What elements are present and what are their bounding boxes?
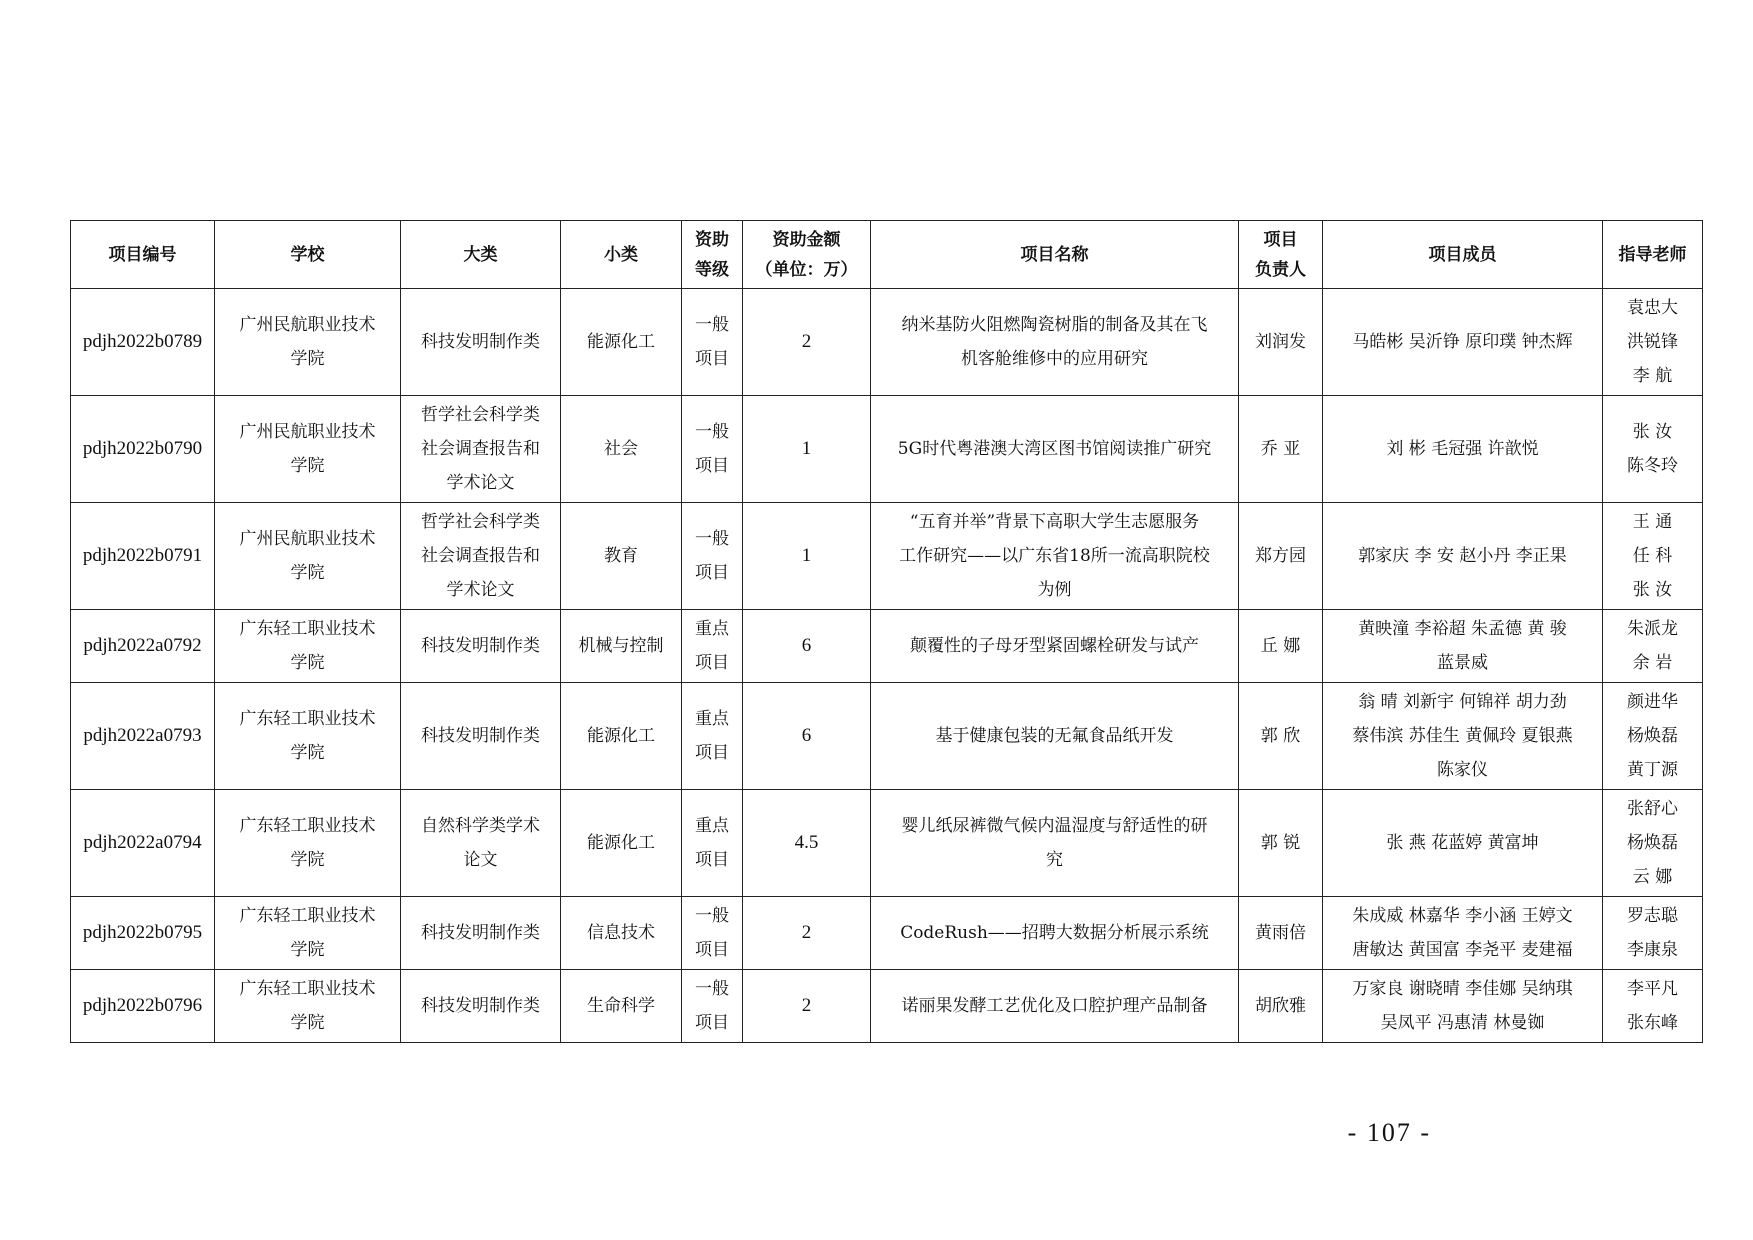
cell-project-code: pdjh2022a0792 xyxy=(71,610,215,683)
cell-project-members-line: 陈家仪 xyxy=(1437,760,1488,780)
cell-project-members xyxy=(1323,289,1603,396)
cell-project-leader: 黄雨倍 xyxy=(1239,897,1323,970)
cell-advisors-lines xyxy=(1609,792,1696,894)
cell-project-name xyxy=(871,683,1239,790)
cell-funding-level xyxy=(682,396,743,503)
cell-category-line: 学术论文 xyxy=(446,580,515,600)
cell-project-members-line: 黄映潼 李裕超 朱孟德 黄 骏 xyxy=(1358,619,1567,639)
cell-category-line: 科技发明制作类 xyxy=(421,996,540,1016)
cell-funding-level-lines xyxy=(688,809,736,877)
header-subcategory xyxy=(561,221,682,289)
cell-project-members-line: 郭家庆 李 安 赵小丹 李正果 xyxy=(1358,546,1567,566)
cell-advisors-line: 张 汝 xyxy=(1632,580,1673,600)
cell-project-code: pdjh2022a0793 xyxy=(71,683,215,790)
cell-category-line: 自然科学类学术 xyxy=(421,816,540,836)
cell-project-name-line: 诺丽果发酵工艺优化及口腔护理产品制备 xyxy=(901,996,1208,1016)
cell-school-lines xyxy=(221,612,394,680)
cell-advisors-line: 杨焕磊 xyxy=(1627,833,1678,853)
cell-advisors-line: 张 汝 xyxy=(1632,422,1673,442)
cell-funding-level-line: 项目 xyxy=(695,653,729,673)
cell-school-line: 广州民航职业技术 xyxy=(239,529,376,549)
cell-school-line: 广东轻工职业技术 xyxy=(239,979,376,999)
table-row xyxy=(71,396,1703,503)
cell-project-name-line: 纳米基防火阻燃陶瓷树脂的制备及其在飞 xyxy=(901,315,1208,335)
cell-subcategory: 能源化工 xyxy=(561,683,682,790)
cell-funding-level-line: 一般 xyxy=(695,979,729,999)
cell-funding-level-lines xyxy=(688,702,736,770)
cell-funding-level-line: 一般 xyxy=(695,529,729,549)
cell-category-lines xyxy=(407,325,554,359)
cell-category-line: 论文 xyxy=(463,850,498,870)
cell-advisors-line: 罗志聪 xyxy=(1627,906,1678,926)
cell-project-members xyxy=(1323,683,1603,790)
cell-project-members-line: 翁 晴 刘新宇 何锦祥 胡力劲 xyxy=(1358,692,1567,712)
header-project-code xyxy=(71,221,215,289)
cell-project-members-line: 蓝景威 xyxy=(1437,653,1488,673)
header-project-leader xyxy=(1239,221,1323,289)
cell-advisors-line: 云 娜 xyxy=(1632,867,1673,887)
cell-project-leader: 郭 欣 xyxy=(1239,683,1323,790)
cell-school-line: 广东轻工职业技术 xyxy=(239,709,376,729)
cell-project-name xyxy=(871,790,1239,897)
cell-project-leader: 乔 亚 xyxy=(1239,396,1323,503)
cell-category-lines xyxy=(407,809,554,877)
header-category xyxy=(401,221,561,289)
header-funding-level xyxy=(682,221,743,289)
header-project-name-text: 项目名称 xyxy=(1020,244,1089,265)
cell-project-code: pdjh2022b0790 xyxy=(71,396,215,503)
cell-funding-level-line: 重点 xyxy=(695,709,729,729)
table-body xyxy=(71,289,1703,1043)
cell-category xyxy=(401,610,561,683)
table-row xyxy=(71,503,1703,610)
cell-project-name-lines xyxy=(877,809,1232,877)
cell-funding-level xyxy=(682,970,743,1043)
cell-school-line: 学院 xyxy=(290,743,325,763)
cell-category-lines xyxy=(407,916,554,950)
cell-project-members-lines xyxy=(1329,899,1596,967)
cell-project-name-lines xyxy=(877,308,1232,376)
cell-funding-level-line: 项目 xyxy=(695,850,729,870)
cell-category-lines xyxy=(407,505,554,607)
cell-school-line: 广东轻工职业技术 xyxy=(239,619,376,639)
header-advisors xyxy=(1603,221,1703,289)
cell-advisors-line: 颜进华 xyxy=(1627,692,1678,712)
cell-category-line: 科技发明制作类 xyxy=(421,636,540,656)
cell-project-leader: 刘润发 xyxy=(1239,289,1323,396)
cell-school-line: 学院 xyxy=(290,456,325,476)
cell-subcategory: 生命科学 xyxy=(561,970,682,1043)
cell-school xyxy=(215,610,401,683)
cell-project-name-lines xyxy=(877,719,1232,753)
cell-advisors-line: 李康泉 xyxy=(1627,940,1678,960)
cell-school-lines xyxy=(221,522,394,590)
cell-subcategory: 机械与控制 xyxy=(561,610,682,683)
header-project-name xyxy=(871,221,1239,289)
table-row xyxy=(71,683,1703,790)
cell-project-name-line: “五育并举”背景下高职大学生志愿服务 xyxy=(909,512,1200,532)
cell-project-members-lines xyxy=(1329,612,1596,680)
cell-advisors-line: 洪锐锋 xyxy=(1627,332,1678,352)
cell-funding-level-line: 一般 xyxy=(695,906,729,926)
page-number: - 107 - xyxy=(1347,1118,1431,1147)
cell-school-line: 学院 xyxy=(290,940,325,960)
cell-category-lines xyxy=(407,719,554,753)
header-advisors-text: 指导老师 xyxy=(1618,244,1687,265)
cell-subcategory: 能源化工 xyxy=(561,289,682,396)
cell-school-line: 学院 xyxy=(290,349,325,369)
cell-category-lines xyxy=(407,629,554,663)
cell-funding-level xyxy=(682,610,743,683)
cell-project-members-lines xyxy=(1329,826,1596,860)
cell-project-members xyxy=(1323,970,1603,1043)
cell-project-members-line: 刘 彬 毛冠强 许歆悦 xyxy=(1386,439,1539,459)
cell-project-members-line: 马皓彬 吴沂铮 原印璞 钟杰辉 xyxy=(1352,332,1573,352)
cell-project-members xyxy=(1323,897,1603,970)
cell-funding-level-line: 项目 xyxy=(695,456,729,476)
cell-school-line: 学院 xyxy=(290,653,325,673)
header-project-members-text: 项目成员 xyxy=(1428,244,1497,265)
header-project-members xyxy=(1323,221,1603,289)
header-category-text: 大类 xyxy=(463,244,498,265)
cell-project-members-line: 吴凤平 冯惠清 林曼铷 xyxy=(1380,1013,1545,1033)
cell-project-name xyxy=(871,396,1239,503)
cell-project-name-line: 婴儿纸尿裤微气候内温湿度与舒适性的研 xyxy=(901,816,1208,836)
cell-funding-level xyxy=(682,503,743,610)
header-project-code-text: 项目编号 xyxy=(108,244,177,265)
cell-funding-amount: 2 xyxy=(743,289,871,396)
cell-school xyxy=(215,683,401,790)
table-row xyxy=(71,970,1703,1043)
cell-category xyxy=(401,970,561,1043)
cell-subcategory: 社会 xyxy=(561,396,682,503)
cell-funding-level-line: 项目 xyxy=(695,743,729,763)
table-row xyxy=(71,790,1703,897)
cell-school xyxy=(215,970,401,1043)
cell-advisors xyxy=(1603,503,1703,610)
cell-funding-level-line: 一般 xyxy=(695,422,729,442)
cell-project-name-line: 5G时代粤港澳大湾区图书馆阅读推广研究 xyxy=(897,439,1212,459)
cell-project-name-line: 究 xyxy=(1046,850,1063,870)
cell-subcategory: 信息技术 xyxy=(561,897,682,970)
cell-project-members xyxy=(1323,396,1603,503)
cell-funding-amount: 6 xyxy=(743,610,871,683)
cell-funding-level-line: 项目 xyxy=(695,563,729,583)
table-row xyxy=(71,610,1703,683)
header-project-leader-text: 项目 负责人 xyxy=(1255,229,1306,280)
cell-funding-level xyxy=(682,683,743,790)
project-table xyxy=(70,220,1703,1043)
cell-funding-amount: 4.5 xyxy=(743,790,871,897)
cell-advisors-line: 余 岩 xyxy=(1632,653,1673,673)
cell-category xyxy=(401,897,561,970)
cell-project-name xyxy=(871,970,1239,1043)
cell-advisors xyxy=(1603,970,1703,1043)
cell-advisors-line: 杨焕磊 xyxy=(1627,726,1678,746)
cell-funding-level-line: 重点 xyxy=(695,816,729,836)
cell-project-members-line: 蔡伟滨 苏佳生 黄佩玲 夏银燕 xyxy=(1352,726,1573,746)
cell-school xyxy=(215,503,401,610)
cell-funding-level-line: 重点 xyxy=(695,619,729,639)
cell-funding-level-line: 项目 xyxy=(695,349,729,369)
cell-category-lines xyxy=(407,398,554,500)
cell-advisors-line: 张东峰 xyxy=(1627,1013,1678,1033)
cell-funding-amount: 1 xyxy=(743,396,871,503)
cell-project-name-lines xyxy=(877,916,1232,950)
cell-project-code: pdjh2022b0796 xyxy=(71,970,215,1043)
cell-school xyxy=(215,396,401,503)
cell-school-lines xyxy=(221,308,394,376)
cell-project-leader: 胡欣雅 xyxy=(1239,970,1323,1043)
cell-advisors-lines xyxy=(1609,415,1696,483)
cell-project-name-line: 机客舱维修中的应用研究 xyxy=(961,349,1148,369)
header-funding-level-text: 资助 等级 xyxy=(695,229,729,280)
cell-funding-level-line: 项目 xyxy=(695,1013,729,1033)
cell-school-line: 学院 xyxy=(290,1013,325,1033)
header-subcategory-text: 小类 xyxy=(604,244,638,265)
cell-school-line: 广州民航职业技术 xyxy=(239,422,376,442)
cell-category-line: 科技发明制作类 xyxy=(421,332,540,352)
cell-advisors-line: 任 科 xyxy=(1632,546,1673,566)
cell-project-leader: 郑方园 xyxy=(1239,503,1323,610)
cell-advisors-line: 张舒心 xyxy=(1627,799,1678,819)
cell-project-name-line: 为例 xyxy=(1037,580,1072,600)
cell-school-lines xyxy=(221,809,394,877)
cell-category-line: 社会调查报告和 xyxy=(421,439,540,459)
cell-project-members-lines xyxy=(1329,432,1596,466)
cell-project-name xyxy=(871,897,1239,970)
cell-category-line: 哲学社会科学类 xyxy=(421,512,540,532)
cell-funding-level-lines xyxy=(688,612,736,680)
cell-funding-level-lines xyxy=(688,972,736,1040)
cell-project-name-line: 基于健康包装的无氟食品纸开发 xyxy=(935,726,1174,746)
cell-advisors-lines xyxy=(1609,505,1696,607)
cell-project-code: pdjh2022b0795 xyxy=(71,897,215,970)
cell-funding-level-lines xyxy=(688,308,736,376)
cell-project-name xyxy=(871,503,1239,610)
cell-project-code: pdjh2022b0791 xyxy=(71,503,215,610)
cell-advisors xyxy=(1603,683,1703,790)
cell-advisors xyxy=(1603,610,1703,683)
cell-school xyxy=(215,897,401,970)
header-funding-amount-text: 资助金额 （单位：万） xyxy=(755,229,858,280)
cell-advisors-line: 黄丁源 xyxy=(1627,760,1678,780)
cell-school-line: 学院 xyxy=(290,850,325,870)
cell-project-members-lines xyxy=(1329,972,1596,1040)
cell-category xyxy=(401,289,561,396)
cell-school-lines xyxy=(221,415,394,483)
cell-project-name-lines xyxy=(877,989,1232,1023)
table-row xyxy=(71,897,1703,970)
cell-funding-level xyxy=(682,897,743,970)
cell-category xyxy=(401,396,561,503)
cell-advisors-line: 朱派龙 xyxy=(1627,619,1678,639)
cell-advisors-line: 袁忠大 xyxy=(1627,298,1678,318)
cell-funding-level-lines xyxy=(688,899,736,967)
cell-project-name-line: CodeRush——招聘大数据分析展示系统 xyxy=(900,923,1209,943)
cell-category-line: 科技发明制作类 xyxy=(421,726,540,746)
cell-project-members-lines xyxy=(1329,539,1596,573)
cell-project-name xyxy=(871,289,1239,396)
header-school-text: 学校 xyxy=(290,244,325,265)
cell-school-line: 学院 xyxy=(290,563,325,583)
cell-advisors xyxy=(1603,897,1703,970)
cell-project-code: pdjh2022a0794 xyxy=(71,790,215,897)
cell-advisors-lines xyxy=(1609,612,1696,680)
cell-advisors-lines xyxy=(1609,972,1696,1040)
cell-category-line: 科技发明制作类 xyxy=(421,923,540,943)
cell-subcategory: 能源化工 xyxy=(561,790,682,897)
cell-project-members-line: 万家良 谢晓晴 李佳娜 吴纳琪 xyxy=(1352,979,1573,999)
cell-school-line: 广东轻工职业技术 xyxy=(239,906,376,926)
cell-subcategory: 教育 xyxy=(561,503,682,610)
cell-funding-level-line: 一般 xyxy=(695,315,729,335)
cell-advisors-line: 陈冬玲 xyxy=(1627,456,1678,476)
cell-project-code: pdjh2022b0789 xyxy=(71,289,215,396)
header-school xyxy=(215,221,401,289)
cell-funding-amount: 2 xyxy=(743,970,871,1043)
cell-funding-level-lines xyxy=(688,415,736,483)
cell-project-members xyxy=(1323,503,1603,610)
cell-advisors xyxy=(1603,396,1703,503)
cell-category-line: 哲学社会科学类 xyxy=(421,405,540,425)
cell-funding-level xyxy=(682,289,743,396)
cell-school-lines xyxy=(221,899,394,967)
cell-school-lines xyxy=(221,972,394,1040)
cell-funding-amount: 2 xyxy=(743,897,871,970)
cell-school-line: 广州民航职业技术 xyxy=(239,315,376,335)
cell-project-leader: 丘 娜 xyxy=(1239,610,1323,683)
cell-funding-level-line: 项目 xyxy=(695,940,729,960)
cell-category xyxy=(401,683,561,790)
cell-category xyxy=(401,503,561,610)
header-funding-amount xyxy=(743,221,871,289)
cell-funding-level xyxy=(682,790,743,897)
cell-school-lines xyxy=(221,702,394,770)
cell-category-line: 社会调查报告和 xyxy=(421,546,540,566)
cell-project-members-line: 朱成威 林嘉华 李小涵 王婷文 xyxy=(1352,906,1573,926)
cell-category xyxy=(401,790,561,897)
cell-project-name-line: 颠覆性的子母牙型紧固螺栓研发与试产 xyxy=(910,636,1199,656)
cell-category-lines xyxy=(407,989,554,1023)
cell-project-name-lines xyxy=(877,505,1232,607)
cell-project-members xyxy=(1323,790,1603,897)
cell-project-name-lines xyxy=(877,432,1232,466)
cell-advisors xyxy=(1603,289,1703,396)
cell-funding-amount: 1 xyxy=(743,503,871,610)
cell-advisors-line: 李 航 xyxy=(1632,366,1673,386)
cell-project-name-lines xyxy=(877,629,1232,663)
cell-project-members xyxy=(1323,610,1603,683)
cell-advisors xyxy=(1603,790,1703,897)
cell-advisors-lines xyxy=(1609,291,1696,393)
cell-advisors-line: 李平凡 xyxy=(1627,979,1678,999)
cell-project-leader: 郭 锐 xyxy=(1239,790,1323,897)
cell-school xyxy=(215,289,401,396)
cell-advisors-lines xyxy=(1609,899,1696,967)
cell-funding-level-lines xyxy=(688,522,736,590)
cell-school xyxy=(215,790,401,897)
cell-project-members-lines xyxy=(1329,325,1596,359)
cell-project-members-line: 张 燕 花蓝婷 黄富坤 xyxy=(1386,833,1539,853)
cell-school-line: 广东轻工职业技术 xyxy=(239,816,376,836)
cell-project-name xyxy=(871,610,1239,683)
cell-funding-amount: 6 xyxy=(743,683,871,790)
cell-advisors-line: 王 通 xyxy=(1632,512,1673,532)
table-row xyxy=(71,289,1703,396)
cell-advisors-lines xyxy=(1609,685,1696,787)
header-row xyxy=(71,221,1703,289)
cell-project-members-line: 唐敏达 黄国富 李尧平 麦建福 xyxy=(1352,940,1573,960)
cell-category-line: 学术论文 xyxy=(446,473,515,493)
cell-project-name-line: 工作研究——以广东省18所一流高职院校 xyxy=(899,546,1210,566)
cell-project-members-lines xyxy=(1329,685,1596,787)
